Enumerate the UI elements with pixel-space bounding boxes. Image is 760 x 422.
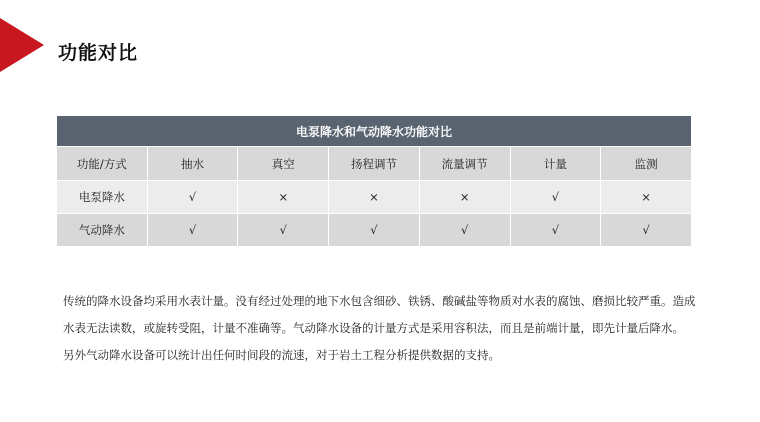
column-header: 计量 — [510, 147, 601, 181]
description-line: 另外气动降水设备可以统计出任何时间段的流速，对于岩土工程分析提供数据的支持。 — [63, 348, 500, 362]
column-header: 真空 — [238, 147, 329, 181]
table-cell: √ — [147, 214, 238, 247]
column-header: 扬程调节 — [329, 147, 420, 181]
table-cell: × — [419, 181, 510, 214]
table-cell: √ — [510, 181, 601, 214]
table-row — [57, 214, 692, 247]
column-header: 流量调节 — [419, 147, 510, 181]
table-cell: √ — [419, 214, 510, 247]
table-cell: × — [601, 181, 692, 214]
table-cell: × — [238, 181, 329, 214]
accent-triangle — [0, 18, 44, 72]
column-header: 监测 — [601, 147, 692, 181]
table-caption-row — [57, 116, 692, 147]
description-text — [63, 288, 703, 369]
table-cell: × — [329, 181, 420, 214]
table-cell: √ — [329, 214, 420, 247]
row-label: 电泵降水 — [57, 181, 148, 214]
table-cell: √ — [147, 181, 238, 214]
table-row — [57, 181, 692, 214]
column-header: 抽水 — [147, 147, 238, 181]
column-header: 功能/方式 — [57, 147, 148, 181]
page-title: 功能对比 — [58, 42, 139, 64]
table-cell: √ — [510, 214, 601, 247]
row-label: 气动降水 — [57, 214, 148, 247]
description-line: 水表无法读数，或旋转受阻，计量不准确等。气动降水设备的计量方式是采用容积法，而且是前端计量，即先计量后降水。 — [63, 321, 684, 335]
table-caption: 电泵降水和气动降水功能对比 — [57, 116, 692, 147]
table-cell: √ — [238, 214, 329, 247]
table-cell: √ — [601, 214, 692, 247]
comparison-table — [56, 115, 692, 247]
table-header-row — [57, 147, 692, 181]
description-line: 传统的降水设备均采用水表计量。没有经过处理的地下水包含细砂、铁锈、酸碱盐等物质对水表的腐蚀、磨损比较严重。造成 — [63, 294, 696, 308]
